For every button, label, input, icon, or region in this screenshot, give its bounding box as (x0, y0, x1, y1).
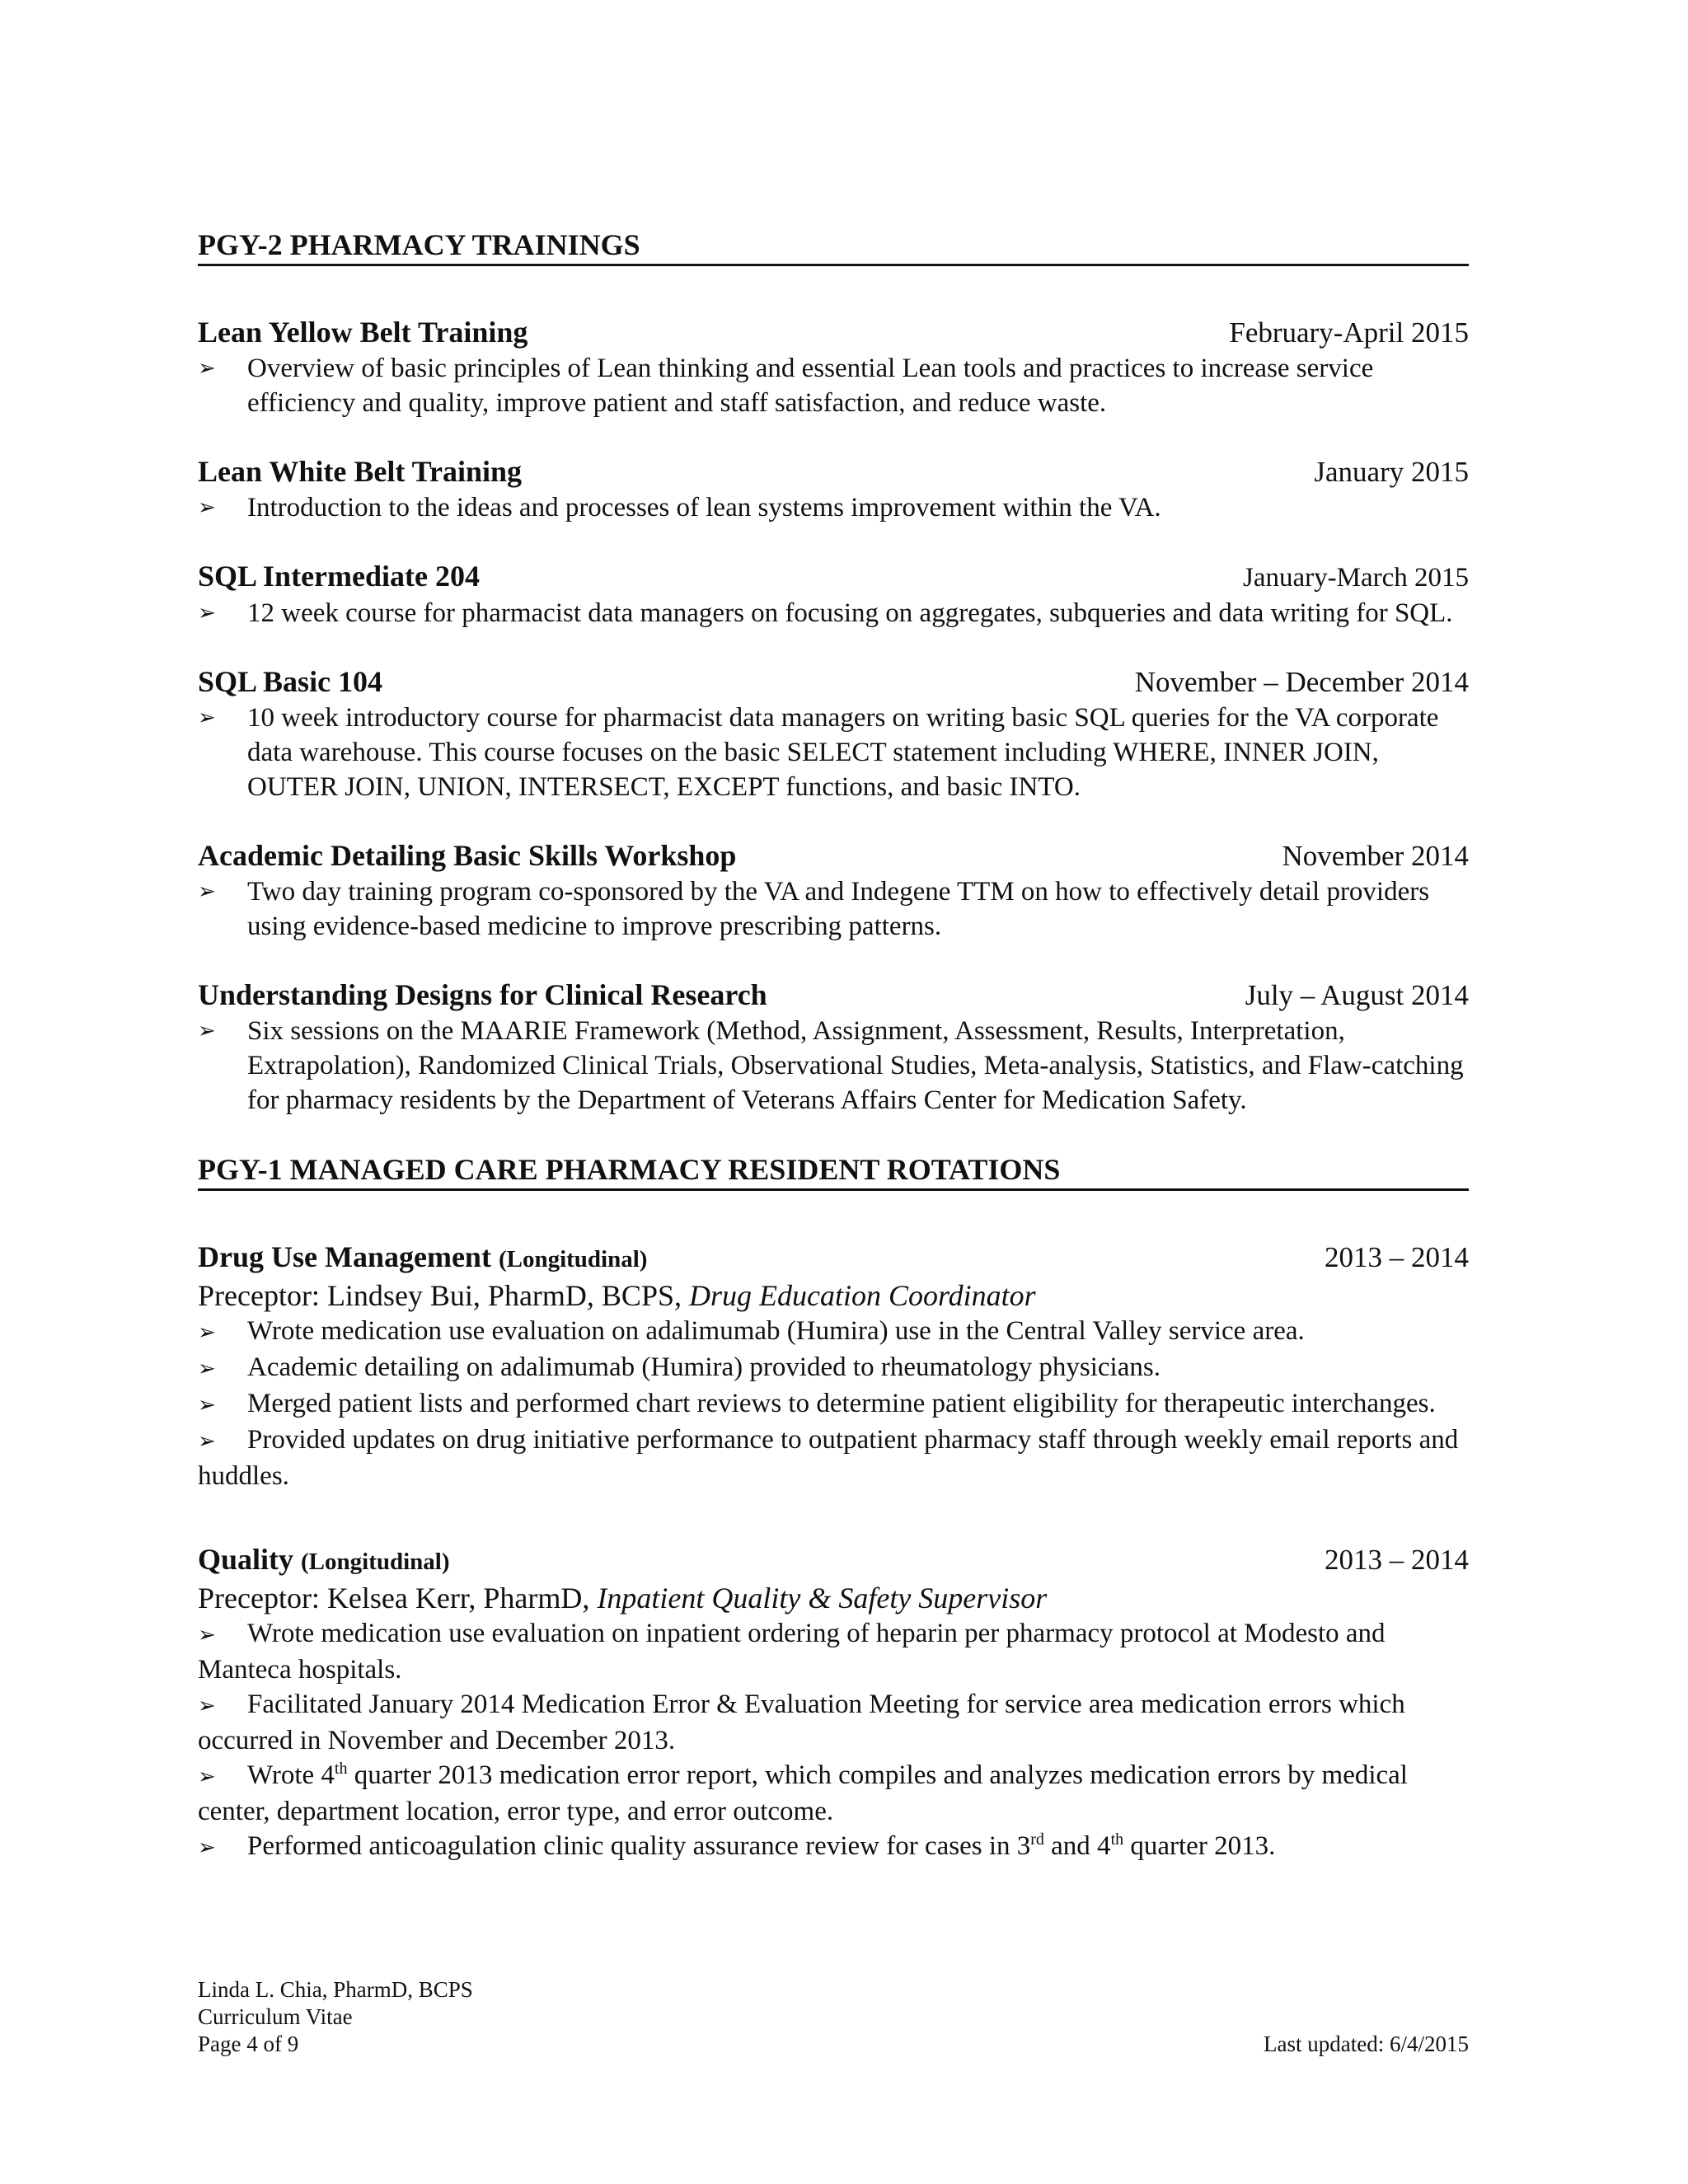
list-item (198, 1014, 1469, 1118)
superscript: th (334, 1760, 348, 1778)
entry-date: February-April 2015 (1229, 316, 1469, 349)
bullet-list (198, 701, 1469, 804)
list-item (198, 1687, 1469, 1758)
entry-title: SQL Basic 104 (198, 665, 383, 698)
superscript: rd (1030, 1830, 1044, 1849)
arrow-bullet-icon: ➢ (198, 1320, 216, 1345)
bullet-text: Academic detailing on adalimumab (Humira) provided to rheumatology physicians. (247, 1352, 1160, 1382)
preceptor-name: Preceptor: Lindsey Bui, PharmD, BCPS, (198, 1279, 682, 1312)
list-item (198, 701, 1469, 804)
entry-header (198, 977, 1469, 1014)
arrow-bullet-icon: ➢ (198, 1765, 216, 1789)
bullet-text: Wrote 4 (247, 1760, 335, 1790)
entry-date: November – December 2014 (1134, 666, 1469, 698)
rotation-date: 2013 – 2014 (1325, 1544, 1469, 1576)
entry-title: Lean White Belt Training (198, 455, 523, 488)
preceptor-line (198, 1277, 1469, 1314)
arrow-bullet-icon: ➢ (198, 705, 216, 730)
arrow-bullet-icon: ➢ (198, 1393, 216, 1418)
entry-date: July – August 2014 (1245, 979, 1469, 1011)
entry-header (198, 837, 1469, 874)
bullet-list (198, 1014, 1469, 1118)
bullet-list (198, 1314, 1469, 1493)
bullet-text: Merged patient lists and performed chart reviews to determine patient eligibility for therapeutic interchanges. (247, 1389, 1436, 1418)
bullet-text: Wrote medication use evaluation on adalimumab (Humira) use in the Central Valley service area. (247, 1316, 1305, 1346)
list-item (198, 596, 1469, 630)
bullet-text: Two day training program co-sponsored by the VA and Indegene TTM on how to effectively detail providers using evidence-based medicine to improve prescribing patterns. (247, 877, 1430, 941)
bullet-list (198, 1616, 1469, 1865)
list-item (198, 874, 1469, 944)
page-footer (198, 1976, 1469, 2058)
rotation-header (198, 1239, 1469, 1277)
arrow-bullet-icon: ➢ (198, 1694, 216, 1718)
entry-date: January 2015 (1314, 456, 1469, 488)
list-item (198, 1314, 1469, 1350)
list-item (198, 1758, 1469, 1829)
bullet-list (198, 351, 1469, 420)
bullet-text: Performed anticoagulation clinic quality assurance review for cases in 3 (247, 1831, 1031, 1861)
list-item (198, 1386, 1469, 1422)
arrow-bullet-icon: ➢ (198, 495, 216, 520)
bullet-list (198, 490, 1469, 525)
rotation-date: 2013 – 2014 (1325, 1241, 1469, 1273)
rotation-header (198, 1541, 1469, 1580)
arrow-bullet-icon: ➢ (198, 879, 216, 904)
arrow-bullet-icon: ➢ (198, 1429, 216, 1454)
rotations-section (198, 1152, 1469, 1865)
preceptor-name: Preceptor: Kelsea Kerr, PharmD, (198, 1582, 590, 1615)
page-number: Page 4 of 9 (198, 2032, 299, 2056)
arrow-bullet-icon: ➢ (198, 1835, 216, 1860)
preceptor-role: Inpatient Quality & Safety Supervisor (597, 1582, 1048, 1615)
rotation-qualifier: (Longitudinal) (498, 1246, 648, 1272)
bullet-list (198, 874, 1469, 944)
list-item (198, 1829, 1469, 1865)
entry-title: Academic Detailing Basic Skills Workshop (198, 839, 737, 872)
entry-header (198, 453, 1469, 490)
section-heading-trainings: PGY-2 PHARMACY TRAININGS (198, 227, 1469, 266)
bullet-text: quarter 2013. (1123, 1831, 1276, 1861)
rotation-name: Drug Use Management (198, 1240, 491, 1273)
entry-header (198, 314, 1469, 351)
arrow-bullet-icon: ➢ (198, 1019, 216, 1043)
bullet-list (198, 596, 1469, 630)
bullet-text: Provided updates on drug initiative performance to outpatient pharmacy staff through weekly email reports and huddles. (198, 1425, 1459, 1491)
preceptor-role: Drug Education Coordinator (689, 1279, 1036, 1312)
last-updated: Last updated: 6/4/2015 (1264, 2032, 1469, 2056)
footer-row (198, 2031, 1469, 2058)
entry-title: SQL Intermediate 204 (198, 560, 480, 593)
bullet-text: Wrote medication use evaluation on inpatient ordering of heparin per pharmacy protocol at Modesto and Manteca hospitals. (198, 1619, 1386, 1685)
entry-header (198, 663, 1469, 701)
rotation-title (198, 1541, 450, 1580)
footer-author: Linda L. Chia, PharmD, BCPS (198, 1977, 473, 2002)
rotation-title (198, 1239, 647, 1277)
bullet-text: quarter 2013 medication error report, which compiles and analyzes medication errors by medical center, department location, error type, and error outcome. (198, 1760, 1408, 1826)
entry-title: Understanding Designs for Clinical Research (198, 978, 767, 1011)
list-item (198, 1350, 1469, 1386)
cv-page (198, 227, 1469, 1865)
rotation-name: Quality (198, 1543, 294, 1576)
arrow-bullet-icon: ➢ (198, 356, 216, 381)
arrow-bullet-icon: ➢ (198, 1357, 216, 1381)
entry-title: Lean Yellow Belt Training (198, 316, 528, 349)
footer-doc-title: Curriculum Vitae (198, 2004, 353, 2029)
entry-header (198, 558, 1469, 596)
bullet-text: and 4 (1043, 1831, 1111, 1861)
superscript: th (1110, 1830, 1124, 1849)
list-item (198, 490, 1469, 525)
bullet-text: Introduction to the ideas and processes of lean systems improvement within the VA. (247, 493, 1161, 523)
arrow-bullet-icon: ➢ (198, 601, 216, 626)
entry-date: November 2014 (1282, 840, 1469, 872)
bullet-text: 12 week course for pharmacist data managers on focusing on aggregates, subqueries and data writing for SQL. (247, 598, 1453, 628)
arrow-bullet-icon: ➢ (198, 1623, 216, 1647)
rotation-qualifier: (Longitudinal) (301, 1549, 450, 1575)
list-item (198, 1616, 1469, 1687)
bullet-text: Overview of basic principles of Lean thinking and essential Lean tools and practices to increase service efficiency and quality, improve patient and staff satisfaction, and reduce waste. (247, 354, 1374, 418)
section-heading-rotations: PGY-1 MANAGED CARE PHARMACY RESIDENT ROTATIONS (198, 1152, 1469, 1191)
bullet-text: Facilitated January 2014 Medication Error & Evaluation Meeting for service area medication errors which occurred in November and December 2013. (198, 1690, 1405, 1755)
bullet-text: 10 week introductory course for pharmacist data managers on writing basic SQL queries for the VA corporate data warehouse. This course focuses on the basic SELECT statement including WHERE, INNER JOIN, OUTER JOIN, UNION, INTERSECT, EXCEPT functions, and basic INTO. (247, 703, 1439, 802)
bullet-text: Six sessions on the MAARIE Framework (Method, Assignment, Assessment, Results, Interpretation, Extrapolation), Randomized Clinical Trials, Observational Studies, Meta-analysis, Statistics, and Flaw-catching for pharmacy residents by the Department of Veterans Affairs Center for Medication Safety. (247, 1016, 1464, 1115)
preceptor-line (198, 1580, 1469, 1616)
entry-date: January-March 2015 (1243, 563, 1469, 593)
list-item (198, 351, 1469, 420)
list-item (198, 1422, 1469, 1493)
